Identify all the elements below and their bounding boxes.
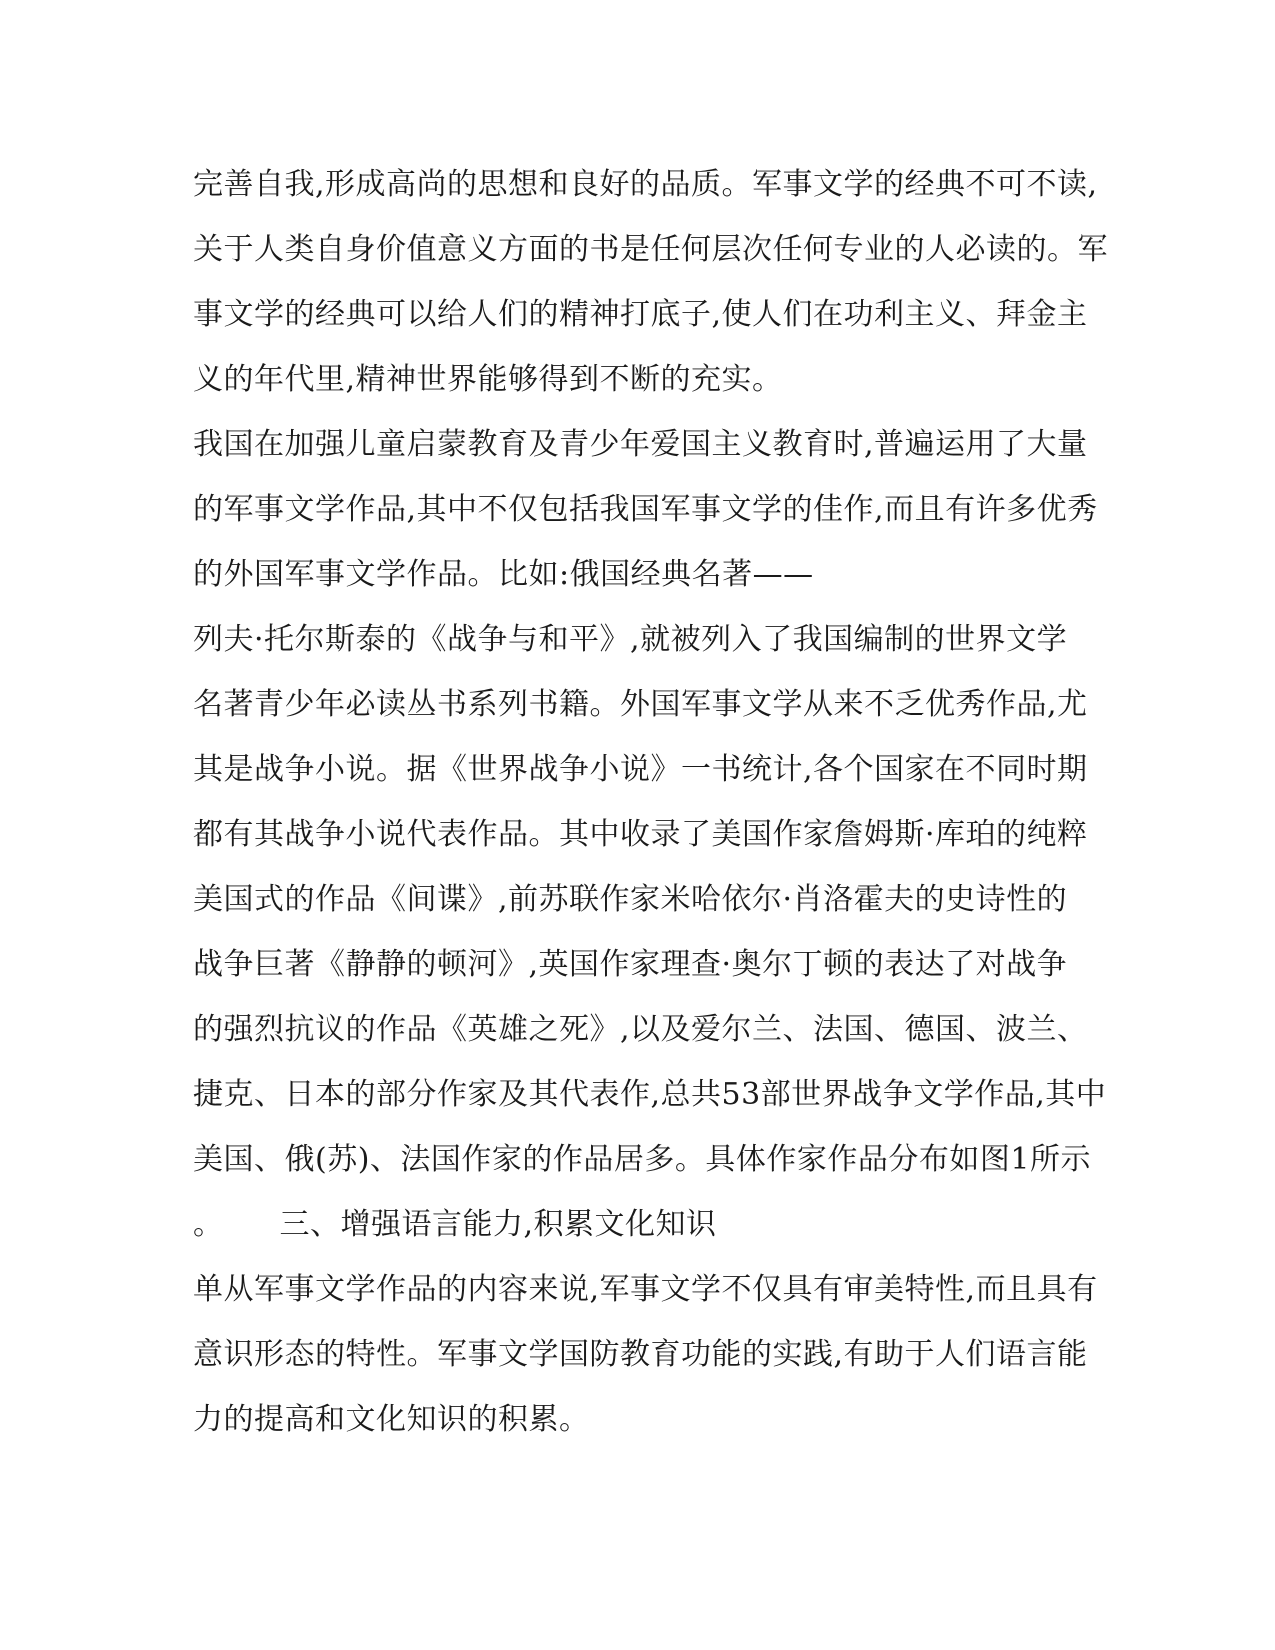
text-line: 美国式的作品《间谍》,前苏联作家米哈依尔·肖洛霍夫的史诗性的 xyxy=(193,882,1068,917)
text-line: 的外国军事文学作品。比如:俄国经典名著—— xyxy=(193,557,814,592)
text-line: 完善自我,形成高尚的思想和良好的品质。军事文学的经典不可不读, xyxy=(193,167,1098,202)
section-heading-row xyxy=(193,1205,717,1245)
text-line: 的强烈抗议的作品《英雄之死》,以及爱尔兰、法国、德国、波兰、 xyxy=(193,1012,1088,1047)
text-line: 其是战争小说。据《世界战争小说》一书统计,各个国家在不同时期 xyxy=(193,752,1088,787)
text-line: 关于人类自身价值意义方面的书是任何层次任何专业的人必读的。军 xyxy=(193,232,1108,267)
text-line: 捷克、日本的部分作家及其代表作,总共53部世界战争文学作品,其中 xyxy=(193,1077,1107,1112)
text-line: 意识形态的特性。军事文学国防教育功能的实践,有助于人们语言能 xyxy=(193,1337,1088,1372)
text-line: 列夫·托尔斯泰的《战争与和平》,就被列入了我国编制的世界文学 xyxy=(193,622,1068,657)
text-line: 单从军事文学作品的内容来说,军事文学不仅具有审美特性,而且具有 xyxy=(193,1272,1098,1307)
text-line: 。 xyxy=(193,1207,224,1242)
text-line: 名著青少年必读丛书系列书籍。外国军事文学从来不乏优秀作品,尤 xyxy=(193,687,1088,722)
text-line: 我国在加强儿童启蒙教育及青少年爱国主义教育时,普遍运用了大量 xyxy=(193,427,1088,462)
text-line: 美国、俄(苏)、法国作家的作品居多。具体作家作品分布如图1所示 xyxy=(193,1142,1091,1177)
text-line: 战争巨著《静静的顿河》,英国作家理查·奥尔丁顿的表达了对战争 xyxy=(193,947,1068,982)
text-line: 义的年代里,精神世界能够得到不断的充实。 xyxy=(193,362,783,397)
text-line: 都有其战争小说代表作品。其中收录了美国作家詹姆斯·库珀的纯粹 xyxy=(193,817,1088,852)
section-heading: 三、增强语言能力,积累文化知识 xyxy=(279,1207,717,1242)
text-line: 事文学的经典可以给人们的精神打底子,使人们在功利主义、拜金主 xyxy=(193,297,1088,332)
text-line: 力的提高和文化知识的积累。 xyxy=(193,1402,590,1437)
text-line: 的军事文学作品,其中不仅包括我国军事文学的佳作,而且有许多优秀 xyxy=(193,492,1098,527)
